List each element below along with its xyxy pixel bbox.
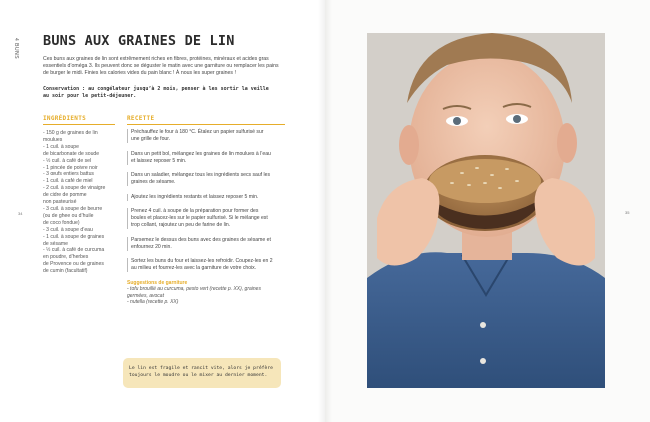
ingredient-line: - 1 cuil. à café de miel	[43, 178, 93, 185]
tip-box	[123, 358, 281, 388]
step-line: au milieu et fourrez-les avec la garniture de votre choix.	[131, 265, 257, 271]
ingredients-rule	[43, 124, 115, 125]
intro-line: de burger le midi. Finies les calories vides du pain blanc ! À nous les super graines !	[43, 70, 236, 77]
recipe-step	[127, 151, 285, 165]
recipe-steps	[127, 129, 285, 306]
conservation-note	[43, 86, 288, 100]
garnish-suggestions	[127, 280, 285, 306]
step-line: trop collant, rajoutez un peu de farine de lin.	[131, 222, 231, 228]
ingredient-line: (ou de ghee ou d’huile	[43, 212, 94, 219]
ingredient-line: - ½ cuil. à café de sel	[43, 157, 92, 164]
recipe-rule	[127, 124, 285, 125]
ingredient-line: - 1 pincée de poivre noir	[43, 164, 98, 171]
ingredient-line: de Provence ou de graines	[43, 261, 104, 268]
suggestion-line: - tofu brouillé au curcuma, pesto vert (recette p. XX), graines	[127, 286, 261, 292]
step-line: graines de sésame.	[131, 179, 176, 185]
suggestions-title: Suggestions de garniture	[127, 279, 188, 286]
ingredient-line: - 3 cuil. à soupe d’eau	[43, 226, 93, 233]
recipe-step	[127, 208, 285, 229]
child-eating-bun-illustration	[367, 33, 605, 388]
tip-line: toujours le moudre ou le mixer au dernier moment.	[129, 372, 268, 378]
suggestion-line: germées, avocat	[127, 292, 164, 299]
step-line: Préchauffez le four à 180 °C. Étalez un papier sulfurisé sur	[131, 129, 264, 135]
recipe-photo	[367, 33, 605, 388]
step-line: Ajoutez les ingrédients restants et laissez reposer 5 min.	[131, 193, 259, 200]
ingredient-line: de cumin (facultatif)	[43, 268, 88, 275]
chapter-side-tab: 4 BUNS	[13, 38, 19, 60]
step-line: Sortez les buns du four et laissez-les refroidir. Coupez-les en 2	[131, 258, 273, 264]
page-number-right: 35	[625, 210, 630, 215]
ingredient-line: de sésame	[43, 240, 68, 247]
step-line: et laissez reposer 5 min.	[131, 157, 187, 164]
ingredient-line: - 1 cuil. à soupe	[43, 143, 79, 150]
ingredient-line: de cidre de pomme	[43, 192, 87, 199]
recipe-title: BUNS AUX GRAINES DE LIN	[43, 33, 235, 49]
ingredients-heading: INGRÉDIENTS	[43, 115, 87, 122]
ingredient-line: - 150 g de graines de lin	[43, 130, 98, 136]
suggestion-line: - nutella (recette p. XX)	[127, 299, 179, 305]
shirt-shape	[367, 252, 605, 388]
step-line: une grille de four.	[131, 136, 171, 142]
ingredient-line: - 3 cuil. à soupe de beurre	[43, 205, 103, 212]
recipe-step	[127, 129, 285, 143]
recipe-step	[127, 237, 285, 251]
page-number-left: 34	[18, 211, 23, 216]
recipe-step	[127, 258, 285, 272]
recipe-intro	[43, 56, 283, 77]
ingredients-list	[43, 130, 115, 275]
ingredient-line: de bicarbonate de soude	[43, 150, 100, 157]
ingredient-line: - ½ cuil. à café de curcuma	[43, 247, 105, 254]
ingredient-line: non pasteurisé	[43, 199, 77, 206]
ingredient-line: - 3 œufs entiers battus	[43, 171, 94, 178]
ingredient-line: de coco fondue)	[43, 219, 80, 226]
conservation-label: Conservation :	[43, 86, 86, 92]
recipe-heading: RECETTE	[127, 115, 155, 122]
intro-line: essentiels d’oméga 3. Ils peuvent donc se déguster le matin avec une garniture ou remplacer les pains	[43, 63, 279, 70]
step-line: Dans un saladier, mélangez tous les ingrédients secs sauf les	[131, 172, 271, 178]
step-line: enfournez 20 min.	[131, 243, 172, 250]
tip-line: Le lin est fragile et rancit vite, alors je préfère	[129, 366, 273, 371]
step-line: Dans un petit bol, mélangez les graines de lin moulues à l’eau	[131, 150, 271, 157]
step-line: boules et placez-les sur le papier sulfurisé. Si le mélange est	[131, 215, 268, 221]
step-line: Parsemez le dessus des buns avec des graines de sésame et	[131, 236, 271, 243]
ingredient-line: - 1 cuil. à soupe de graines	[43, 233, 105, 240]
intro-line: Ces buns aux graines de lin sont extrêmement riches en fibres, protéines, minéraux et acides gras	[43, 56, 269, 62]
recipe-step	[127, 172, 285, 186]
ingredient-line: moulues	[43, 136, 63, 143]
conservation-text: au soir pour le petit-déjeuner.	[43, 93, 137, 99]
recipe-step	[127, 194, 285, 201]
conservation-text: au congélateur jusqu’à 2 mois, penser à les sortir la veille	[85, 86, 269, 92]
ingredient-line: - 2 cuil. à soupe de vinaigre	[43, 185, 106, 192]
spine-shadow	[318, 0, 332, 422]
ingredient-line: en poudre, d’herbes	[43, 254, 89, 261]
step-line: Prenez 4 cuil. à soupe de la préparation pour former des	[131, 208, 259, 214]
